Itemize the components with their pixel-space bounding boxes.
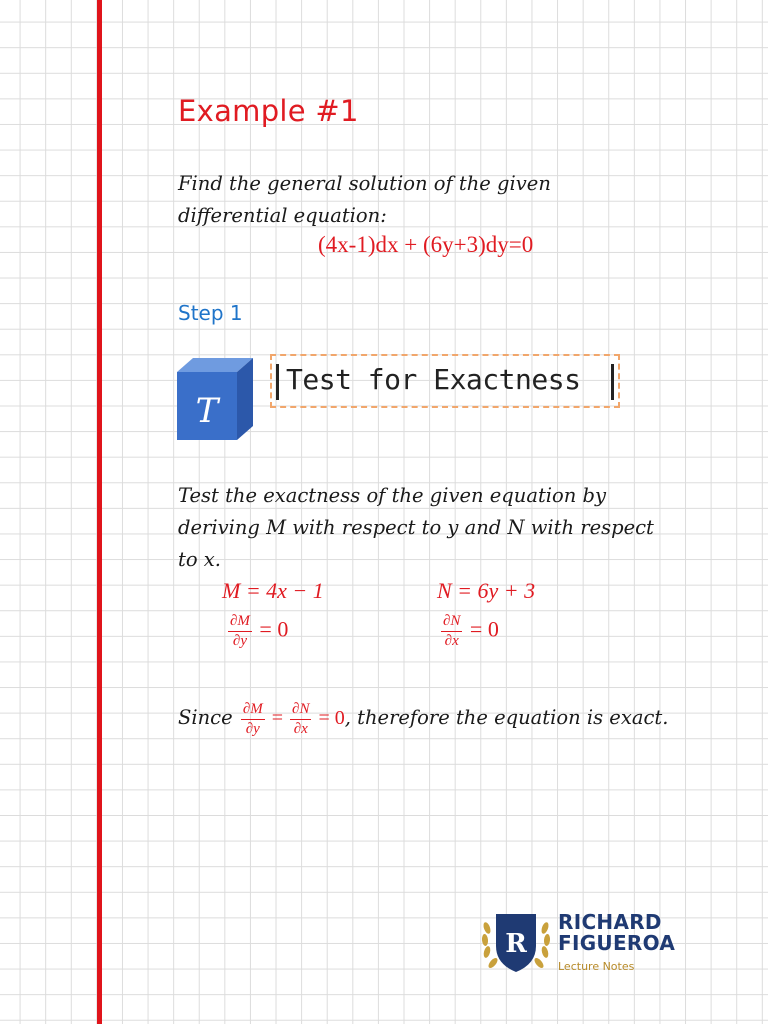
dn-dx-equation [439,612,499,651]
problem-equation: (4x-1)dx + (6y+3)dy=0 [318,232,534,257]
margin-line [97,0,102,1024]
dn-numerator: ∂N [441,612,462,632]
conclusion-dn-num: ∂N [290,700,311,720]
brand-name [558,912,675,954]
dm-numerator: ∂M [228,612,252,632]
explanation-text: Test the exactness of the given equation by deriving M with respect to y and N with respect to x. [178,484,654,571]
laurel-shield-icon [478,906,554,978]
dm-dy-equation [226,612,288,651]
problem-prompt: Find the general solution of the given differential equation: [178,172,551,227]
conclusion-lead: Since [178,706,233,730]
section-banner [270,354,620,408]
banner-title: Test for Exactness [286,363,581,396]
cube-icon [177,358,253,440]
cube-side-face [237,358,253,440]
brand-subtitle: Lecture Notes [558,960,635,973]
conclusion-dm-num: ∂M [241,700,265,720]
dn-result: = 0 [469,616,499,642]
dm-result: = 0 [259,616,289,642]
conclusion [178,700,678,739]
brand-name-line2: FIGUEROA [558,931,676,955]
conclusion-tail: , therefore the equation is exact. [344,706,669,730]
conclusion-dm-den: ∂y [245,721,260,737]
dm-denominator: ∂y [232,633,247,649]
step-label: Step 1 [178,301,243,325]
banner-right-bar [611,364,614,400]
conclusion-dn-den: ∂x [293,721,308,737]
dn-denominator: ∂x [444,633,459,649]
conclusion-zero: = 0 [318,707,345,730]
brand-name-line1: RICHARD [558,910,662,934]
page-title: Example #1 [178,94,359,128]
conclusion-math [239,701,345,737]
conclusion-equals: = [271,707,284,730]
shield-initial: R [505,929,527,959]
n-definition: N = 6y + 3 [437,578,536,603]
conclusion-dn-fraction [290,700,311,739]
banner-left-bar [276,364,279,400]
dn-dx-fraction [441,612,462,651]
brand-logo [478,906,688,978]
m-definition: M = 4x − 1 [222,578,324,603]
conclusion-dm-fraction [241,700,265,739]
cube-letter: T [195,391,219,431]
dm-dy-fraction [228,612,252,651]
